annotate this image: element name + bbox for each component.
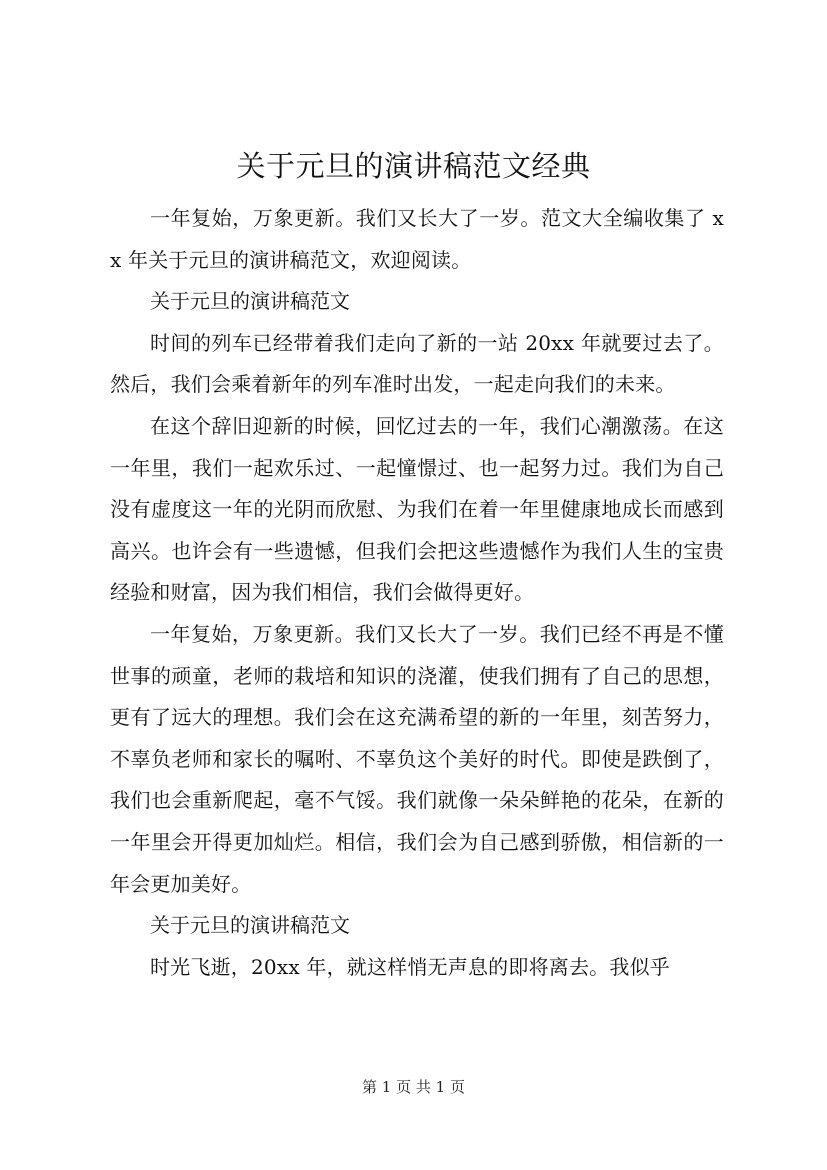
paragraph: 在这个辞旧迎新的时候，回忆过去的一年，我们心潮激荡。在这一年里，我们一起欢乐过、一起憧憬过、也一起努力过。我们为自己没有虚度这一年的光阴而欣慰、为我们在着一年里健康地成长而感到高兴。也许会有一些遗憾，但我们会把这些遗憾作为我们人生的宝贵经验和财富，因为我们相信，我们会做得更好。 (110, 413, 724, 605)
section-heading: 关于元旦的演讲稿范文 (150, 913, 350, 938)
page-footer: 第 1 页 共 1 页 (362, 1078, 465, 1096)
paragraph: 时间的列车已经带着我们走向了新的一站 20xx 年就要过去了。然后，我们会乘着新年的列车准时出发，一起走向我们的未来。 (110, 330, 724, 397)
paragraph: 时光飞逝，20xx 年，就这样悄无声息的即将离去。我似乎 (150, 954, 670, 979)
section-heading: 关于元旦的演讲稿范文 (150, 289, 350, 314)
document-title: 关于元旦的演讲稿范文经典 (236, 149, 591, 183)
document-body (110, 198, 724, 988)
paragraph: 一年复始，万象更新。我们又长大了一岁。范文大全编收集了 xx 年关于元旦的演讲稿范文，欢迎阅读。 (110, 206, 724, 272)
paragraph: 一年复始，万象更新。我们又长大了一岁。我们已经不再是不懂世事的顽童，老师的栽培和知识的浇灌，使我们拥有了自己的思想，更有了远大的理想。我们会在这充满希望的新的一年里，刻苦努力，不辜负老师和家长的嘱咐、不辜负这个美好的时代。即使是跌倒了，我们也会重新爬起，毫不气馁。我们就像一朵朵鲜艳的花朵，在新的一年里会开得更加灿烂。相信，我们会为自己感到骄傲，相信新的一年会更加美好。 (110, 621, 724, 896)
